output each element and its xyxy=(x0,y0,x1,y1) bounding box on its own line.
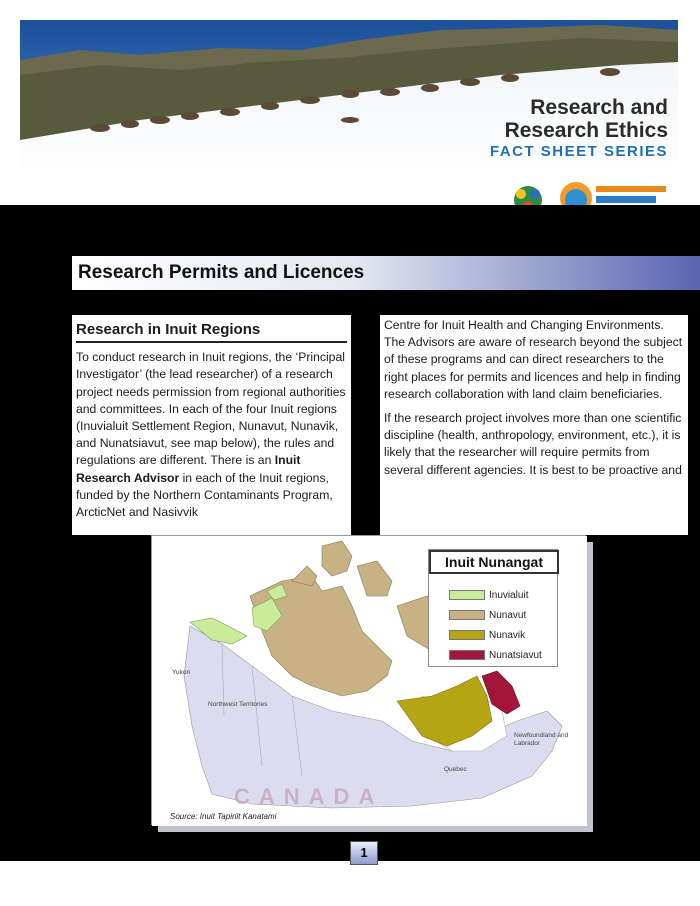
inuit-research-advisor-bold: Inuit Research Advisor xyxy=(76,453,301,485)
map-country-label: CANADA xyxy=(234,784,384,809)
paragraph-text-a: To conduct research in Inuit regions, the ‘Principal Investigator’ (the lead researcher) of a research project needs permission from regional authorities and committees. In each of the four Inuit regions (Inuvialuit Settlement Region, Nunavut, Nunavik, and Nunatsiavut, see map below), the rules and regulations are different. There is an xyxy=(76,350,346,468)
page-number: 1 xyxy=(350,841,378,865)
map-legend xyxy=(428,549,558,667)
series-title-line1: Research and xyxy=(530,96,668,119)
legend-label: Inuvialuit xyxy=(489,590,529,601)
section-header-bar xyxy=(72,256,700,290)
page-header xyxy=(0,0,700,205)
left-column-paragraph xyxy=(76,349,347,521)
map-label-quebec: Quebec xyxy=(444,766,467,773)
legend-title: Inuit Nunangat xyxy=(429,550,559,574)
map-label-nl: Newfoundland and Labrador xyxy=(514,732,569,747)
legend-item-nunavut xyxy=(449,610,526,622)
left-column xyxy=(72,315,351,535)
legend-item-nunatsiavut xyxy=(449,650,542,662)
legend-swatch xyxy=(449,630,485,640)
map-label-yukon: Yukon xyxy=(172,669,191,676)
paragraph-text-b: in each of the Inuit regions, funded by the Northern Contaminants Program, ArcticNet and Nasivvik xyxy=(76,470,333,520)
series-title-line2: Research Ethics xyxy=(504,119,668,142)
right-column-paragraph-2: If the research project involves more than one scientific discipline (health, anthropology, environment, etc.), it is likely that the researcher will require permits from several different agencies. It is best to be proactive and xyxy=(384,411,682,477)
right-column xyxy=(380,315,688,535)
legend-swatch xyxy=(449,650,485,660)
legend-swatch xyxy=(449,590,485,600)
right-column-paragraph-1: Centre for Inuit Health and Changing Environments. The Advisors are aware of research beyond the subject of these programs and can direct researchers to the right places for permits and licences and help in finding research collaboration with land claim beneficiaries. xyxy=(384,318,683,401)
left-column-heading: Research in Inuit Regions xyxy=(76,321,347,343)
page-footer xyxy=(0,861,700,906)
legend-item-nunavik xyxy=(449,630,525,642)
map-source: Source: Inuit Tapiriit Kanatami xyxy=(170,812,277,821)
legend-item-inuvialuit xyxy=(449,590,528,602)
legend-label: Nunavut xyxy=(489,610,527,621)
legend-label: Nunavik xyxy=(489,630,526,641)
map-label-nwt: Northwest Territories xyxy=(208,701,268,708)
section-title: Research Permits and Licences xyxy=(78,262,365,283)
series-subtitle: FACT SHEET SERIES xyxy=(489,143,668,160)
inuit-nunangat-map xyxy=(151,535,586,825)
legend-label: Nunatsiavut xyxy=(489,650,542,661)
legend-swatch xyxy=(449,610,485,620)
